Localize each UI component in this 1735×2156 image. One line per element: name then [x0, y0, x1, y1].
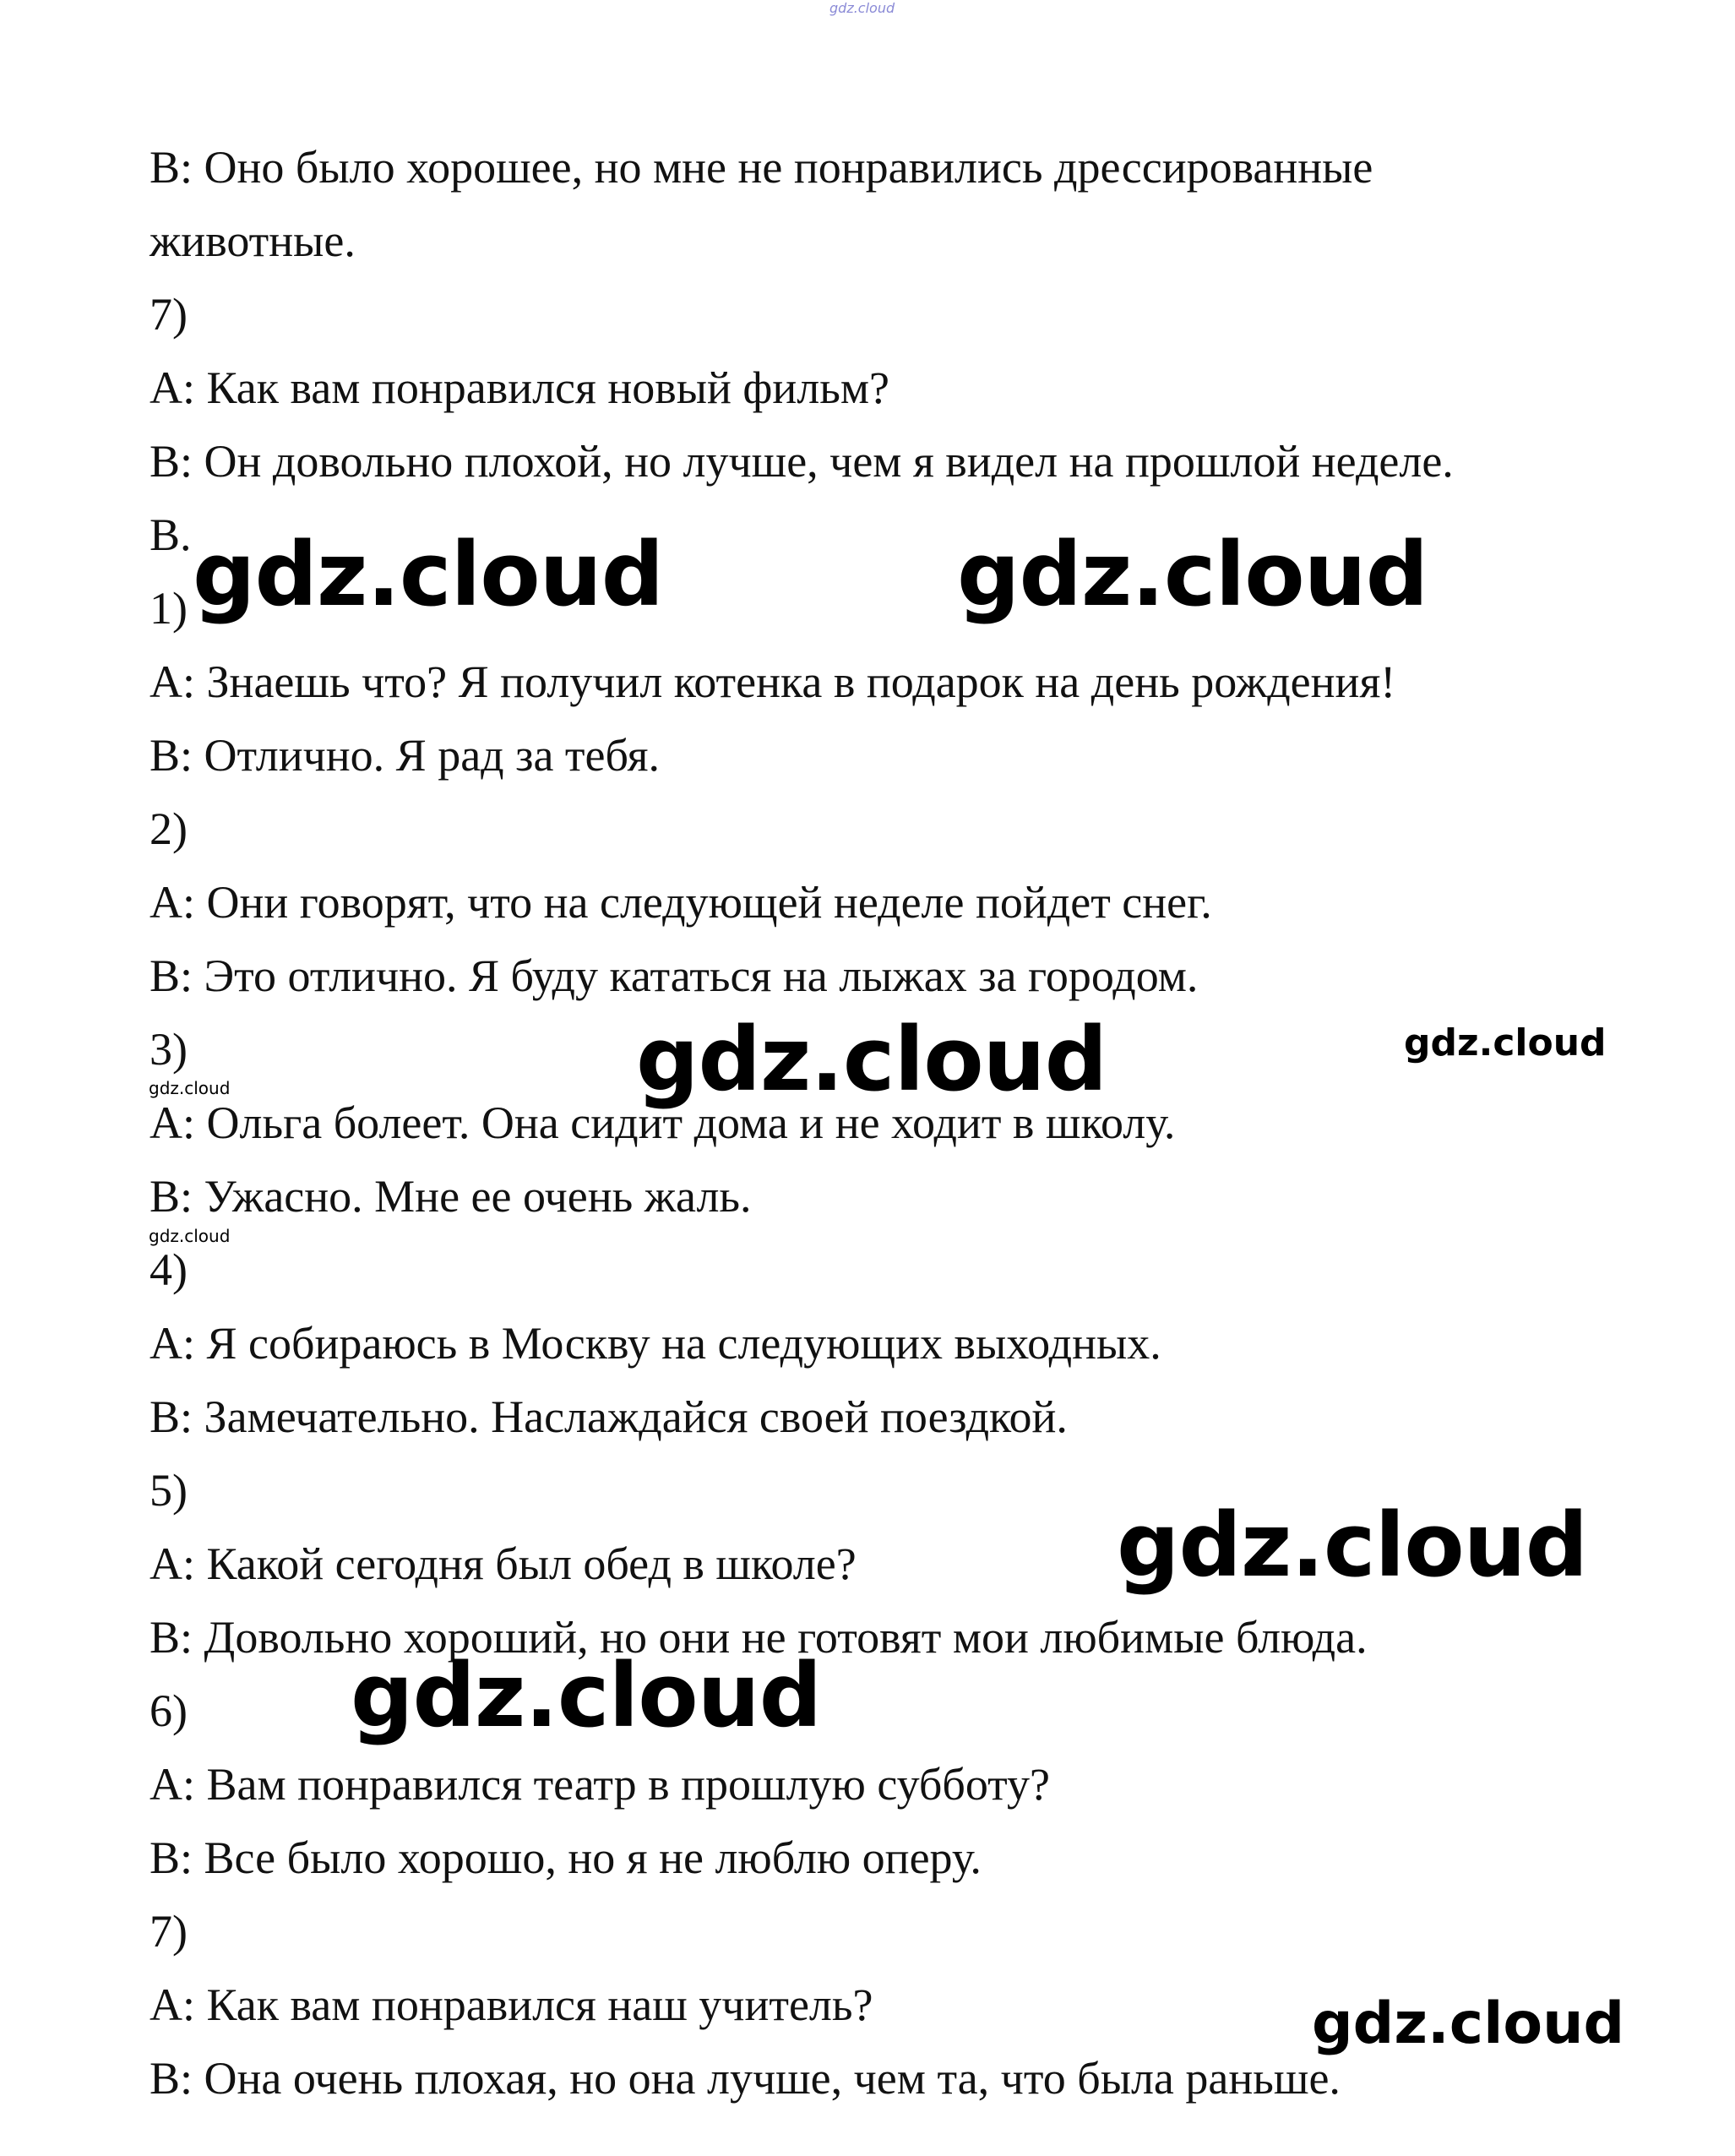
watermark-large: gdz.cloud	[957, 523, 1428, 626]
text-line: 2)	[150, 803, 188, 854]
watermark-top: gdz.cloud	[829, 0, 895, 16]
text-line: 4)	[150, 1244, 188, 1295]
text-line: B: Довольно хороший, но они не готовят мои любимые блюда.	[150, 1612, 1368, 1663]
text-line: B: Он довольно плохой, но лучше, чем я видел на прошлой неделе.	[150, 436, 1454, 487]
watermark-medium: gdz.cloud	[1312, 1990, 1625, 2057]
text-line: 1)	[150, 583, 188, 634]
watermark-small: gdz.cloud	[149, 1078, 231, 1098]
text-line: B: Это отлично. Я буду кататься на лыжах за городом.	[150, 950, 1199, 1001]
text-line: A: Вам понравился театр в прошлую субботу?	[150, 1759, 1051, 1810]
text-line: A: Они говорят, что на следующей неделе пойдет снег.	[150, 877, 1212, 928]
watermark-medium: gdz.cloud	[1404, 1021, 1607, 1064]
watermark-large: gdz.cloud	[351, 1644, 822, 1747]
text-line: A: Как вам понравился наш учитель?	[150, 1979, 873, 2030]
text-line: B: Отлично. Я рад за тебя.	[150, 730, 660, 781]
text-line: B: Ужасно. Мне ее очень жаль.	[150, 1171, 752, 1222]
text-line: B.	[150, 509, 192, 560]
watermark-large: gdz.cloud	[1117, 1494, 1588, 1597]
text-line: B: Все было хорошо, но я не люблю оперу.	[150, 1832, 982, 1883]
text-line: животные.	[150, 215, 356, 266]
text-line: A: Какой сегодня был обед в школе?	[150, 1538, 857, 1589]
text-line: A: Я собираюсь в Москву на следующих выходных.	[150, 1318, 1161, 1369]
watermark-small: gdz.cloud	[149, 1226, 231, 1246]
watermark-large: gdz.cloud	[193, 523, 664, 626]
text-line: 6)	[150, 1685, 188, 1736]
text-line: A: Как вам понравился новый фильм?	[150, 362, 890, 413]
text-line: 7)	[150, 289, 188, 340]
text-line: B: Оно было хорошее, но мне не понравились дрессированные	[150, 142, 1373, 193]
text-line: 5)	[150, 1465, 188, 1516]
text-line: B: Она очень плохая, но она лучше, чем та, что была раньше.	[150, 2053, 1341, 2104]
text-line: A: Знаешь что? Я получил котенка в подарок на день рождения!	[150, 656, 1396, 707]
text-line: B: Замечательно. Наслаждайся своей поездкой.	[150, 1391, 1068, 1442]
text-line: 7)	[150, 1906, 188, 1957]
text-line: A: Ольга болеет. Она сидит дома и не ходит в школу.	[150, 1097, 1176, 1148]
watermark-large: gdz.cloud	[636, 1008, 1107, 1111]
text-line: 3)	[150, 1024, 188, 1075]
